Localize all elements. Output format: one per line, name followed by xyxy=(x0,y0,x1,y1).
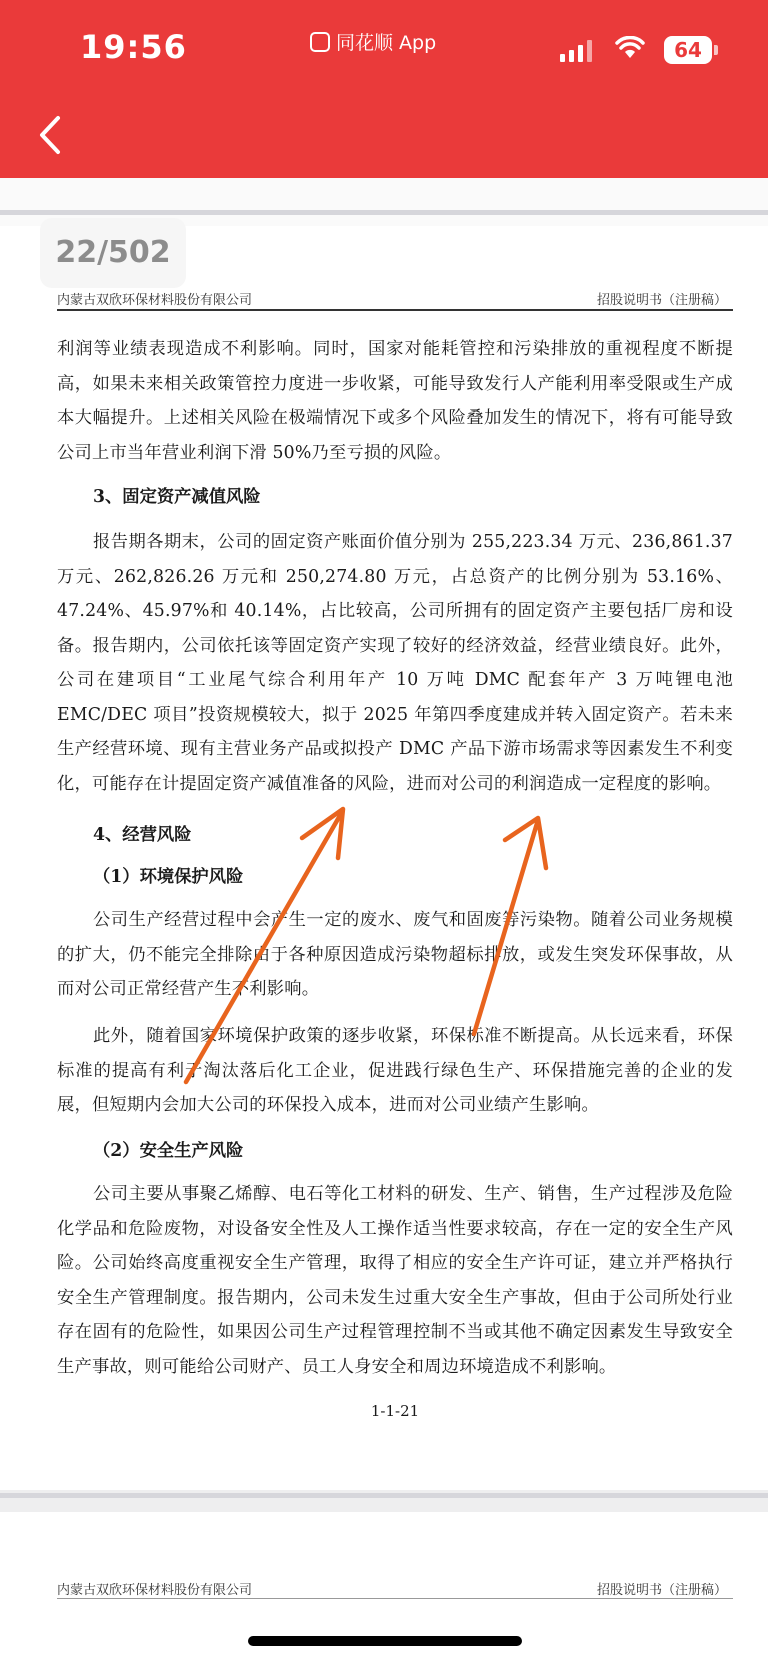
next-page-header-title: 招股说明书（注册稿） xyxy=(596,1583,727,1598)
chevron-left-icon[interactable] xyxy=(32,110,68,160)
signal-icon xyxy=(560,40,592,62)
next-page-header-rule xyxy=(57,1598,733,1599)
page-counter: 22/502 xyxy=(40,218,186,288)
doc-header-title: 招股说明书（注册稿） xyxy=(596,293,727,308)
page-number: 1-1-21 xyxy=(370,1402,420,1420)
paragraph-5: 公司主要从事聚乙烯醇、电石等化工材料的研发、生产、销售，生产过程涉及危险化学品和危险废物，对设备安全性及人工操作适当性要求较高，存在一定的安全生产风险。公司始终高度重视安全生产管理，取得了相应的安全生产许可证，建立并严格执行安全生产管理制度。报告期内，公司未发生过重大安全生产事故，但由于公司所处行业存在固有的危险性，如果因公司生产过程管理控制不当或其他不确定因素发生导致安全生产事故，则可能给公司财产、员工人身安全和周边环境造成不利影响。 xyxy=(57,1184,733,1377)
app-icon xyxy=(310,32,330,52)
app-label: 同花顺 App xyxy=(336,32,437,54)
home-indicator[interactable] xyxy=(248,1636,522,1646)
next-page-header xyxy=(57,1576,733,1598)
doc-header xyxy=(57,286,733,308)
wifi-icon xyxy=(615,36,645,60)
heading-3: 3、固定资产减值风险 xyxy=(93,487,261,507)
page-gap-bottom xyxy=(0,1490,768,1512)
paragraph-4: 此外，随着国家环境保护政策的逐步收紧，环保标准不断提高。从长远来看，环保标准的提高有利于淘汰落后化工企业，促进践行绿色生产、环保措施完善的企业的发展，但短期内会加大公司的环保投入成本，进而对公司业绩产生影响。 xyxy=(57,1026,733,1115)
heading-4-2: （2）安全生产风险 xyxy=(93,1141,244,1161)
paragraph-1: 利润等业绩表现造成不利影响。同时，国家对能耗管控和污染排放的重视程度不断提高，如果未来相关政策管控力度进一步收紧，可能导致发行人产能利用率受限或生产成本大幅提升。上述相关风险在极端情况下或多个风险叠加发生的情况下，将有可能导致公司上市当年营业利润下滑 50%乃至亏损的风险。 xyxy=(57,339,733,463)
doc-header-rule xyxy=(57,309,733,311)
doc-header-company: 内蒙古双欣环保材料股份有限公司 xyxy=(57,293,253,308)
heading-4-1: （1）环境保护风险 xyxy=(93,867,244,887)
battery-tip xyxy=(714,45,718,55)
battery-icon: 64 xyxy=(664,36,712,64)
app-header xyxy=(0,0,768,178)
paragraph-2: 报告期各期末，公司的固定资产账面价值分别为 255,223.34 万元、236,861.37 万元、262,826.26 万元和 250,274.80 万元，占总资产的比例分别为 53.16%、47.24%、45.97%和 40.14%，占比较高，公司所拥有的固定资产主要包括厂房和设备。报告期内，公司依托该等固定资产实现了较好的经济效益，经营业绩良好。此外，公司在建项目“工业尾气综合利用年产 10 万吨 DMC 配套年产 3 万吨锂电池 EMC/DEC 项目”投资规模较大，拟于 2025 年第四季度建成并转入固定资产。若未来生产经营环境、现有主营业务产品或拟投产 DMC 产品下游市场需求等因素发生不利变化，可能存在计提固定资产减值准备的风险，进而对公司的利润造成一定程度的影响。 xyxy=(57,532,733,794)
heading-4: 4、经营风险 xyxy=(93,825,192,845)
back-to-app-link[interactable] xyxy=(310,28,436,55)
next-page-header-company: 内蒙古双欣环保材料股份有限公司 xyxy=(57,1583,253,1598)
paragraph-3: 公司生产经营过程中会产生一定的废水、废气和固废等污染物。随着公司业务规模的扩大，仍不能完全排除由于各种原因造成污染物超标排放，或发生突发环保事故，从而对公司正常经营产生不利影响。 xyxy=(57,910,733,999)
status-time: 19:56 xyxy=(80,28,187,66)
